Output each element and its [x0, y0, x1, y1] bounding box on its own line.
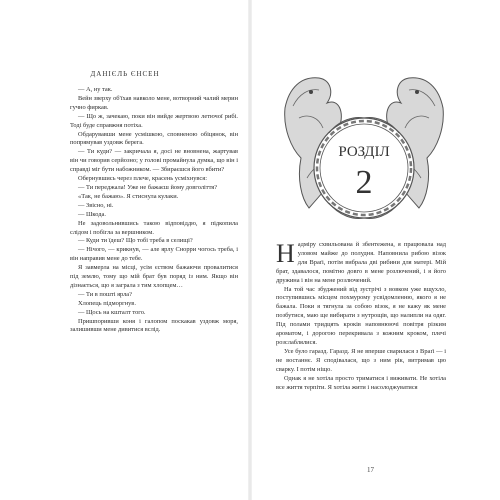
paragraph: — Звісно, ні. [78, 201, 114, 209]
paragraph: Не задовольнившись такою відповіддю, я підкопила слідом і побігла за вершником. [70, 219, 238, 236]
paragraph: На той час збуджений від зустрічі з вовком уже вщухло, поступившись місцем похмурому усвідомленню, якого я не бажала. Поки я тягнула за собою візок, я не кажу як мене позбутися, маю ще вибирати з нутрощів, що налипли на одяг. Під полами тридцять кроків наповнюючі повітря різким ароматом, і дорогою перекривала з кожним кроком, плечі розслаблялися. [276, 285, 446, 346]
paragraph [276, 241, 446, 286]
paragraph: Пришпоривши коня і галопом поскакав уздовж моря, залишивши мене дивитися вслід. [70, 317, 238, 334]
paragraph: Обернувшись через плече, красень усміхнувся: [78, 175, 207, 183]
left-text-column [70, 86, 238, 335]
chapter-ornament [279, 58, 449, 233]
paragraph: Усе було гаразд. Гаразд. Я не вперше сварилася з Враґі — і не востаннє. Я сподівалася, що з ним рік, витримав цю сварку. І потім ніщо. [276, 347, 446, 373]
paragraph: Вейн зверху об'їхав навколо мене, вотворний чалий мерин гучно фиркав. [70, 94, 238, 111]
page-number: 17 [367, 466, 374, 474]
paragraph: — Куди ти їдеш? Що тобі треба в селищі? [78, 237, 193, 245]
paragraph: — Шкода. [78, 210, 106, 218]
paragraph: Я завмерла на місці, усім єством бажаючи провалитися під землю, тому що мій брат був поряд із ним. Якщо він дізнається, що я заграла з тим хлопцем… [70, 264, 238, 289]
paragraph-text: адміру схвильована й збентежена, я працювала над уловом майже до полудня. Наповнила рибою візок для Враґі, потім вибрала дві рибини для матері. Мій брат, здавалося, помітно довго в мене розлючений, і я його дружина і він на мене розлючений. [276, 241, 446, 284]
paragraph: — Ти в пошті ярла? [78, 290, 132, 298]
drop-cap: Н [276, 239, 295, 268]
paragraph: «Так, не бажаю». Я стиснула кулаки. [78, 192, 179, 200]
chapter-label: РОЗДІЛ [338, 144, 390, 160]
running-head: ДАНІЄЛЬ ЄНСЕН [90, 70, 160, 78]
paragraph: — Ти переджала! Уже не бажаєш йому довголіття? [78, 183, 218, 191]
paragraph: — А, ну так. [78, 86, 113, 93]
paragraph: — Щось на кшталт того. [78, 308, 146, 316]
paragraph: Хлопець підморгнув. [78, 299, 136, 307]
paragraph: Однак я не хотіла просто триматися і виживати. Не хотіла все життя терпіти. Я хотіла жити і насолоджуватися [276, 374, 446, 391]
paragraph: — Що ж, зачекаю, поки він вийде жертвою летючої рибі. Тоді буде справжня потіха. [70, 112, 238, 129]
paragraph: — Нічого, — крикнув, — але ярлу Снорри чогось треба, і він направив мене до тебе. [70, 246, 238, 263]
paragraph: — Ти куди? — закричала я, досі не вновнена, жартував він чи говорив серйозно; у голові промайнула думка, що він і справді міг бути набожником. — Збираєшся його вбити? [70, 148, 238, 174]
right-text-column [276, 241, 446, 392]
chapter-number: 2 [355, 164, 373, 201]
paragraph: Обдарувавши мене усмішкою, сповненою обіцянок, він попрямував уздовж берега. [70, 130, 238, 147]
